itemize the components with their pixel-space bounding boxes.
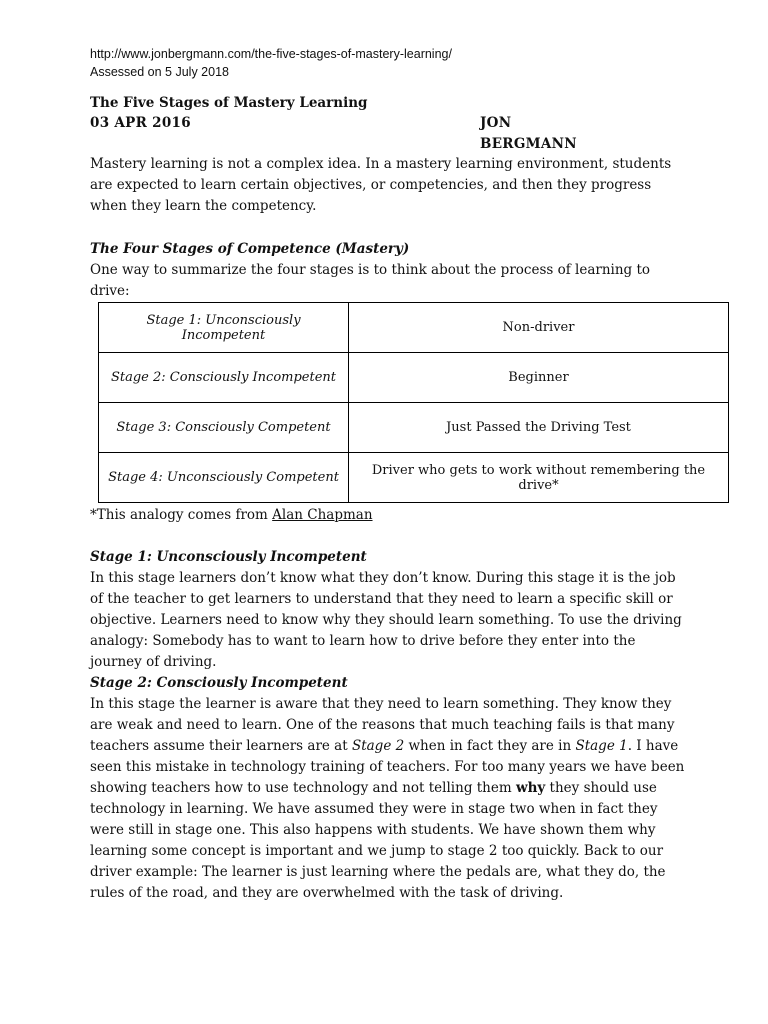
article-title: The Five Stages of Mastery Learning: [90, 95, 368, 111]
article-date: 03 APR 2016: [90, 115, 191, 131]
example-cell: Driver who gets to work without remembering the drive*: [349, 453, 729, 503]
stage2-body: [90, 694, 690, 904]
stage2-text: when in fact they are in: [404, 738, 576, 754]
stage2-text: they should use technology in learning. We have assumed they were in stage two when in fact they were still in stage one. This also happens with students. We have shown them why learning some concept is important and we jump to stage 2 too quickly. Back to our driver example: The learner is just learning where the pedals are, what they do, the rules of the road, and they are overwhelmed with the task of driving.: [90, 780, 666, 901]
source-citation: [90, 45, 452, 81]
stage2-text: In this stage the learner is aware that they need to learn something. They know they are weak and need to learn. One of the reasons that much teaching fails is that many teachers assume their learners are at: [90, 696, 675, 754]
table-row: [99, 303, 729, 353]
source-url: http://www.jonbergmann.com/the-five-stages-of-mastery-learning/: [90, 47, 452, 61]
stage-cell: Stage 1: Unconsciously Incompetent: [99, 303, 349, 353]
stage2-text: . I have seen this mistake in technology training of teachers. For too many years we have been showing teachers how to use technology and not telling them: [90, 738, 685, 796]
table-row: [99, 453, 729, 503]
stage-cell: Stage 4: Unconsciously Competent: [99, 453, 349, 503]
article-header: [90, 93, 610, 152]
article-author: JON BERGMANN: [480, 115, 577, 152]
alan-chapman-link[interactable]: Alan Chapman: [272, 507, 373, 523]
stage2-section: [90, 673, 690, 904]
stage-cell: Stage 3: Consciously Competent: [99, 403, 349, 453]
stages-table: [98, 302, 729, 503]
competence-lead: One way to summarize the four stages is to think about the process of learning to drive:: [90, 262, 651, 299]
stage2-emphasis: Stage 2: [351, 738, 405, 754]
assessed-date: Assessed on 5 July 2018: [90, 65, 229, 79]
example-cell: Just Passed the Driving Test: [349, 403, 729, 453]
stage2-heading: Stage 2: Consciously Incompetent: [90, 675, 348, 691]
stage1-heading: Stage 1: Unconsciously Incompetent: [90, 549, 367, 565]
footnote-text: *This analogy comes from: [90, 507, 273, 523]
stage1-section: [90, 547, 690, 673]
example-cell: Beginner: [349, 353, 729, 403]
why-emphasis: why: [515, 780, 546, 796]
stage1-body: In this stage learners don’t know what they don’t know. During this stage it is the job of the teacher to get learners to understand that they need to learn a specific skill or objective. Learners need to know why they should learn something. To use the driving analogy: Somebody has to want to learn how to drive before they enter into the journey of driving.: [90, 570, 682, 670]
intro-paragraph: Mastery learning is not a complex idea. In a mastery learning environment, students are expected to learn certain objectives, or competencies, and then they progress when they learn the competency.: [90, 156, 672, 214]
analogy-footnote: [90, 506, 373, 524]
table-row: [99, 403, 729, 453]
article-meta: [90, 113, 610, 152]
stage-cell: Stage 2: Consciously Incompetent: [99, 353, 349, 403]
table-row: [99, 353, 729, 403]
competence-section: [90, 239, 690, 302]
example-cell: Non-driver: [349, 303, 729, 353]
competence-heading: The Four Stages of Competence (Mastery): [90, 241, 410, 257]
stage1-emphasis: Stage 1: [575, 738, 628, 754]
